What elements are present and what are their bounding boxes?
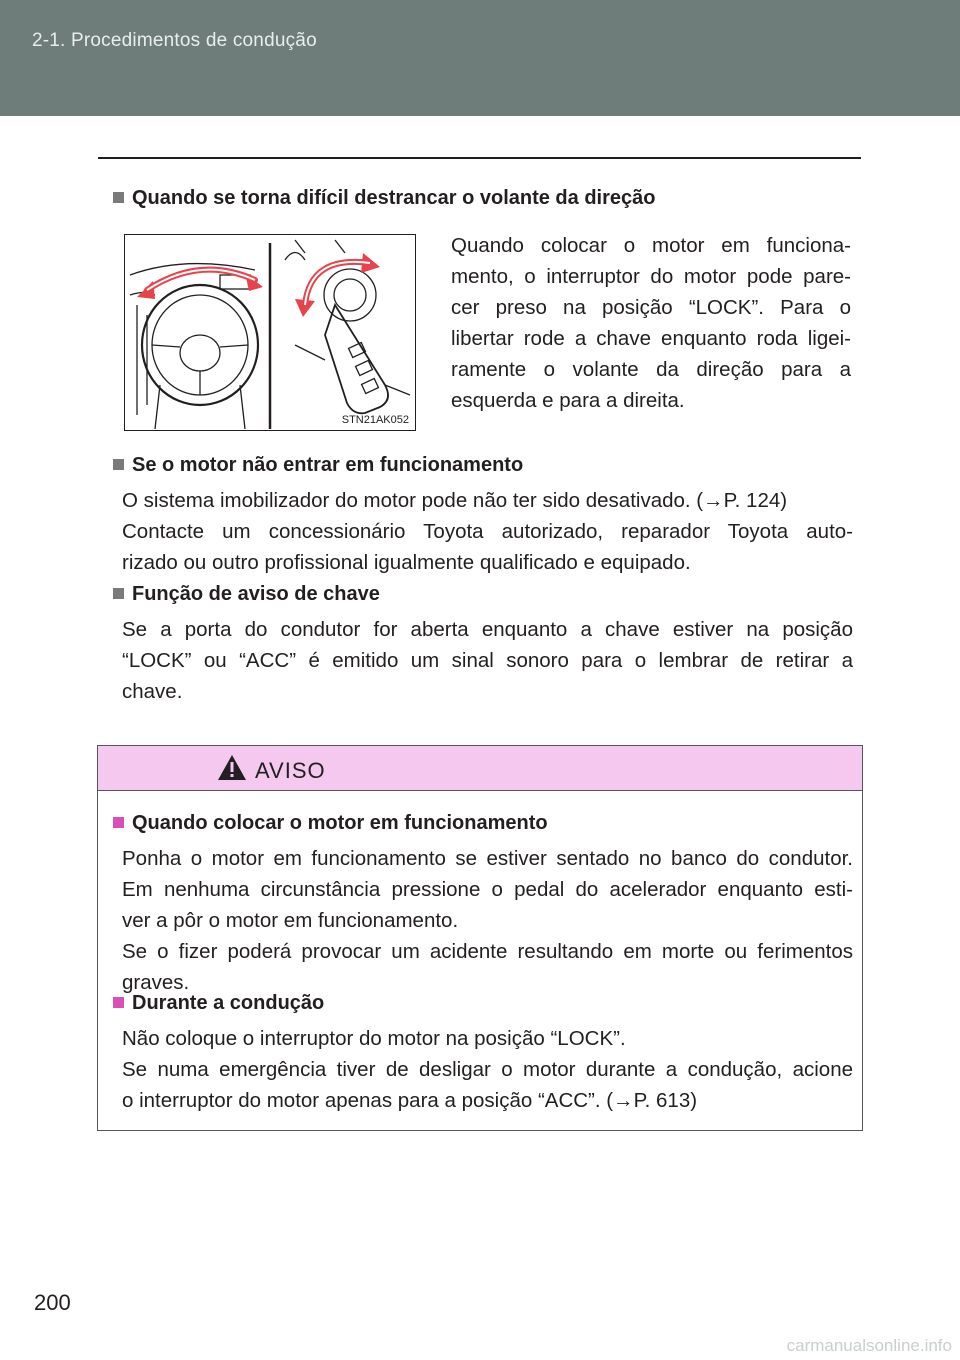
steering-wheel-key-icon xyxy=(125,235,415,430)
text-line: libertar rode a chave enquanto roda ligei- xyxy=(451,327,851,350)
text-line: o interruptor do motor apenas para a posição “ACC”. (→P. 613) xyxy=(122,1089,698,1112)
text-line: ramente o volante da direção para a xyxy=(451,358,851,381)
bullet-square-icon xyxy=(113,997,124,1008)
warning-body-start xyxy=(122,843,853,998)
section-heading-engine-start xyxy=(113,453,523,477)
text-line: Em nenhuma circunstância pressione o pedal do acelerador enquanto esti- xyxy=(122,878,853,901)
warning-triangle-icon xyxy=(217,754,247,781)
section-body-key-warning xyxy=(122,614,853,707)
warning-heading-start xyxy=(113,811,548,835)
section-heading-steering-lock xyxy=(113,186,655,210)
text-line: Se o fizer poderá provocar um acidente resultando em morte ou ferimentos xyxy=(122,940,853,963)
text-line: Ponha o motor em funcionamento se estiver sentado no banco do condutor. xyxy=(122,847,853,870)
section-heading-key-warning xyxy=(113,582,380,606)
warning-title: AVISO xyxy=(255,758,326,783)
text-line: ver a pôr o motor em funcionamento. xyxy=(122,909,459,932)
text-line: “LOCK” ou “ACC” é emitido um sinal sonoro para o lembrar de retirar a xyxy=(122,649,853,672)
bullet-square-icon xyxy=(113,817,124,828)
text-line: cer preso na posição “LOCK”. Para o xyxy=(451,296,851,319)
bullet-square-icon xyxy=(113,588,124,599)
warning-header xyxy=(98,746,862,791)
section-body-steering-lock xyxy=(451,230,851,416)
text-line: O sistema imobilizador do motor pode não ter sido desativado. (→P. 124) xyxy=(122,489,788,512)
text-line: chave. xyxy=(122,680,183,703)
heading-text: Quando colocar o motor em funcionamento xyxy=(132,812,548,834)
heading-text: Se o motor não entrar em funcionamento xyxy=(132,454,524,476)
text-line: Quando colocar o motor em funciona- xyxy=(451,234,851,257)
section-body-engine-start xyxy=(122,485,853,578)
section-title: 2-1. Procedimentos de condução xyxy=(32,30,317,51)
page-header xyxy=(0,0,960,116)
bullet-square-icon xyxy=(113,192,124,203)
bullet-square-icon xyxy=(113,459,124,470)
text-line: mento, o interruptor do motor pode pare- xyxy=(451,265,851,288)
figure-caption: STN21AK052 xyxy=(341,414,409,426)
text-line: rizado ou outro profissional igualmente qualificado e equipado. xyxy=(122,551,691,574)
text-line: esquerda e para a direita. xyxy=(451,389,685,412)
page-number: 200 xyxy=(34,1290,71,1315)
top-rule xyxy=(98,157,861,159)
text-line: Contacte um concessionário Toyota autorizado, reparador Toyota auto- xyxy=(122,520,853,543)
warning-heading-driving xyxy=(113,991,324,1015)
watermark: carmanualsonline.info xyxy=(786,1336,952,1355)
heading-text: Quando se torna difícil destrancar o volante da direção xyxy=(132,187,656,209)
text-line: graves. xyxy=(122,971,190,994)
text-line: Se a porta do condutor for aberta enquanto a chave estiver na posição xyxy=(122,618,853,641)
steering-key-illustration xyxy=(124,234,416,431)
heading-text: Durante a condução xyxy=(132,992,325,1014)
text-line: Se numa emergência tiver de desligar o motor durante a condução, acione xyxy=(122,1058,853,1081)
text-line: Não coloque o interruptor do motor na posição “LOCK”. xyxy=(122,1027,626,1050)
warning-box xyxy=(97,745,863,1131)
heading-text: Função de aviso de chave xyxy=(132,583,380,605)
warning-body-driving xyxy=(122,1023,853,1116)
